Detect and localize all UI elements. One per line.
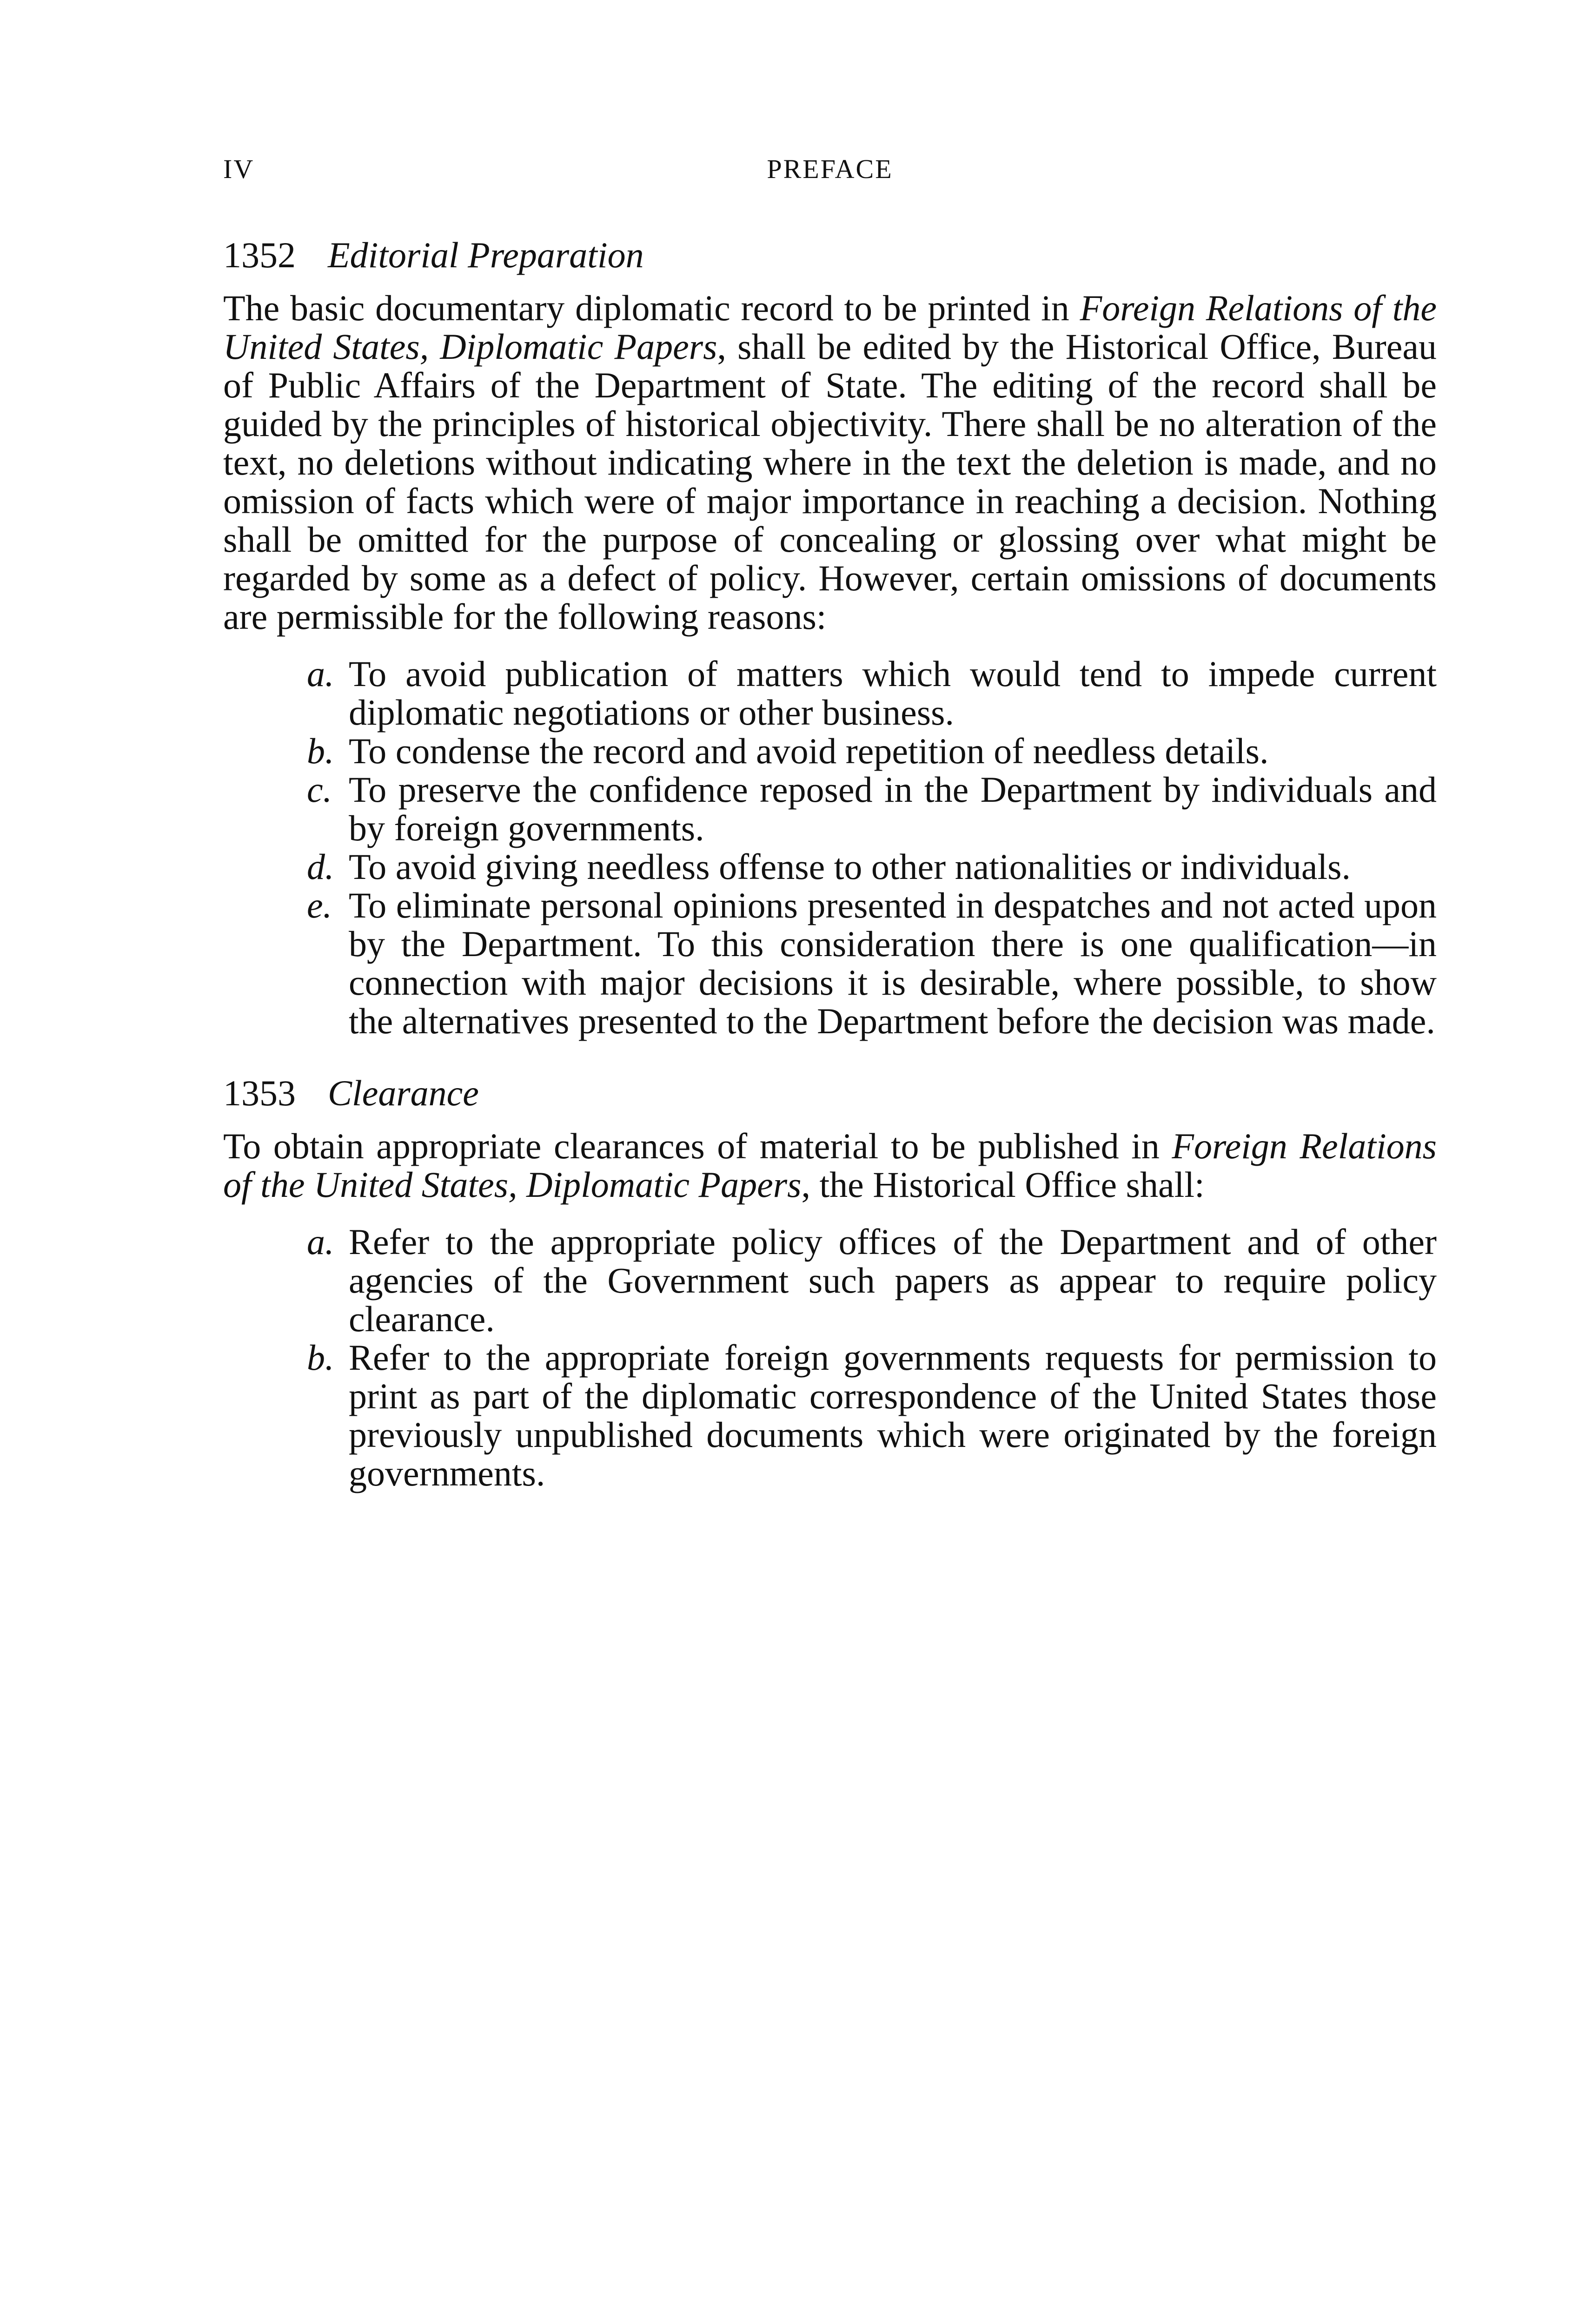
list-item-text: To eliminate personal opinions presented in despatches and not acted upon by the Department. To this consideration there is one qualification—in connection with major decisions it is desirable, where possible, to show the alternatives presented to the Department before the decision was made. [349, 885, 1437, 1041]
section-editorial-preparation [223, 235, 1437, 1040]
intro-text: , the Historical Office shall: [801, 1164, 1205, 1205]
list-item-letter: c. [307, 769, 332, 810]
intro-text: To obtain appropriate clearances of material to be published in [223, 1126, 1172, 1166]
reasons-list [223, 654, 1437, 1040]
running-head [223, 153, 1437, 191]
list-item [223, 886, 1437, 1040]
section-clearance [223, 1073, 1437, 1492]
list-item [223, 1222, 1437, 1338]
list-item-letter: b. [307, 731, 334, 771]
section-number: 1353 [223, 1073, 296, 1113]
list-item-letter: a. [307, 654, 334, 694]
intro-text: The basic documentary diplomatic record to be printed in [223, 288, 1080, 328]
list-item [223, 654, 1437, 732]
list-item-text: To avoid publication of matters which would tend to impede current diplomatic negotiations or other business. [349, 654, 1437, 733]
list-item-letter: b. [307, 1337, 334, 1378]
publication-title: Foreign Relations of the United States, Diplomatic Papers [223, 1126, 1437, 1205]
list-item-letter: d. [307, 846, 334, 887]
section-heading [223, 235, 1437, 276]
intro-text: , shall be edited by the Historical Office, Bureau of Public Affairs of the Department of State. The editing of the record shall be guided by the principles of historical objectivity. There shall be no alteration of the text, no deletions without indicating where in the text the deletion is made, and no omission of facts which were of major importance in reaching a decision. Nothing shall be omitted for the purpose of concealing or glossing over what might be regarded by some as a defect of policy. However, certain omissions of documents are permissible for the following reasons: [223, 326, 1437, 637]
page-number: IV [223, 154, 255, 184]
list-item-text: To preserve the confidence reposed in the Department by individuals and by foreign governments. [349, 769, 1437, 848]
document-page [223, 153, 1437, 1492]
list-item [223, 770, 1437, 847]
section-intro-paragraph [223, 289, 1437, 636]
section-title: Clearance [328, 1073, 479, 1113]
list-item-letter: a. [307, 1221, 334, 1262]
list-item-letter: e. [307, 885, 332, 925]
list-item-text: Refer to the appropriate policy offices of the Department and of other agencies of the Government such papers as appear to require policy clearance. [349, 1221, 1437, 1339]
section-intro-paragraph [223, 1127, 1437, 1204]
list-item-text: Refer to the appropriate foreign governments requests for permission to print as part of the diplomatic correspondence of the United States those previously unpublished documents which were originated by the foreign governments. [349, 1337, 1437, 1493]
list-item-text: To avoid giving needless offense to other nationalities or individuals. [349, 846, 1351, 887]
clearance-list [223, 1222, 1437, 1492]
list-item [223, 1338, 1437, 1492]
list-item [223, 847, 1437, 886]
section-heading [223, 1073, 1437, 1114]
section-title: Editorial Preparation [328, 235, 644, 275]
running-title: PREFACE [767, 154, 893, 184]
publication-title: Foreign Relations of the United States, Diplomatic Papers [223, 288, 1437, 367]
section-number: 1352 [223, 235, 296, 275]
list-item-text: To condense the record and avoid repetition of needless details. [349, 731, 1269, 771]
list-item [223, 732, 1437, 770]
